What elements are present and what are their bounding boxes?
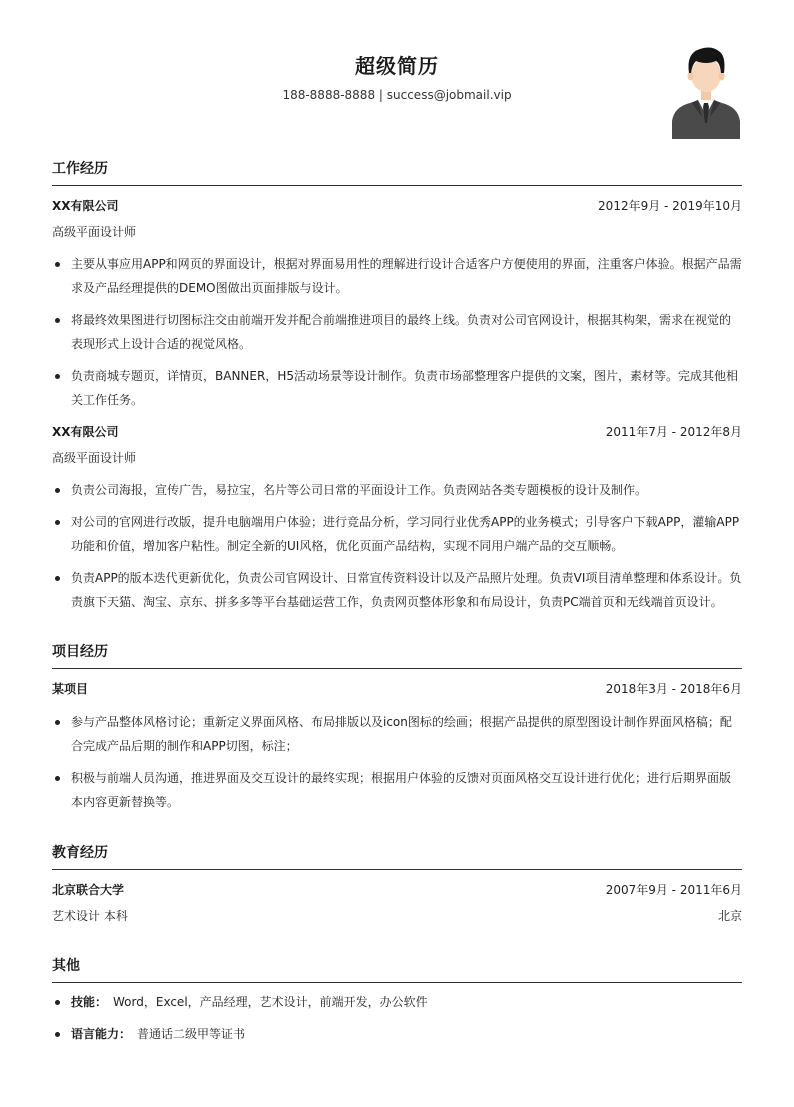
company-name: XX有限公司 xyxy=(52,199,119,213)
bullet-dot-icon xyxy=(55,576,60,581)
bullet-dot-icon xyxy=(55,374,60,379)
company-name: XX有限公司 xyxy=(52,425,119,439)
section-title-education: 教育经历 xyxy=(52,845,108,861)
section-title-project: 项目经历 xyxy=(52,644,108,660)
job-period: 2011年7月 - 2012年8月 xyxy=(605,425,742,439)
bullet-dot-icon xyxy=(55,318,60,323)
contact-info: 188-8888-8888 | success@jobmail.vip xyxy=(282,88,512,102)
school-name: 北京联合大学 xyxy=(52,883,125,897)
project-period: 2018年3月 - 2018年6月 xyxy=(605,682,742,696)
bullet-dot-icon xyxy=(55,776,60,781)
education-period: 2007年9月 - 2011年6月 xyxy=(605,883,742,897)
job-header xyxy=(52,422,742,442)
resume-header xyxy=(52,0,742,150)
project-name: 某项目 xyxy=(52,682,89,696)
education-major: 艺术设计 本科 xyxy=(52,909,128,923)
job-position: 高级平面设计师 xyxy=(52,225,137,239)
bullet-dot-icon xyxy=(55,262,60,267)
language-value: 普通话二级甲等证书 xyxy=(137,1027,246,1041)
education-detail xyxy=(52,906,742,926)
bullet-dot-icon xyxy=(55,520,60,525)
section-education xyxy=(52,842,742,870)
section-project xyxy=(52,641,742,669)
resume-page: 超级简历 188-8888-8888 | success@jobmail.vip 工作经历 XX有限公司 2012年9月 - 2019年10月 高级平面设计师 主要从事应用APP和网页的界面设计，根据对界面易用性的理解进行设计合适客户方便使用的界面，注重客户体验。根据产品需求及产品经理提供的DEMO图做出页面排版与设计。 将最终效果图进行切图标注交由前端开发并配合前端推进项目的最终上线。负责对公司官网设计，根据其构架，需求在视觉的表现形式上设计合适的视觉风格。 负责商城专题页，详情页，BANNER，H5活动场景等设计制作。负责市场部整理客户提供的文案，图片，素材等。完成其他相关工作任务。 XX有限公司 2011年7月 - 2012年8月 高级平面设计师 负责公司海报，宣传广告，易拉宝，名片等公司日常的平面设计工作。负责网站各类专题模板的设计及制作。 对公司的官网进行改版，提升电脑端用户体验；进行竞品分析，学习同行业优秀APP的业务模式；引导客户下载APP，灌输APP功能和价值，增加客户粘性。制定全新的UI风格，优化页面产品结构，实现不同用户端产品的交互顺畅。 负责APP的版本迭代更新优化，负责公司官网设计、日常宣传资料设计以及产品照片处理。负责VI项目清单整理和体系设计。负责旗下天猫、淘宝、京东、拼多多等平台基础运营工作，负责网页整体形象和布局设计，负责PC端首页和无线端首页设计。 项目经历 某项目 2018年3月 - 2018年6月 参与产品整体风格讨论；重新定义界面风格、布局排版以及icon图标的绘画；根据产品提供的原型图设计制作界面风格稿；配合完成产品后期的制作和APP切图，标注； 积极与前端人员沟通，推进界面及交互设计的最终实现；根据用户体验的反馈对页面风格交互设计进行优化；进行后期界面版本内容更新替换等。 教育经历 北京联合大学 2007年9月 - 2011年6月 艺术设计 本科 北京 其他 技能： Word，Excel，产品经理，艺术设计，前端开发，办公软件 语言能力： 普通话二级甲等证书 xyxy=(52,0,742,150)
bullet-dot-icon xyxy=(55,1032,60,1037)
education-location: 北京 xyxy=(717,909,742,923)
avatar xyxy=(670,43,742,139)
resume-name: 超级简历 xyxy=(355,54,439,78)
section-other xyxy=(52,955,742,983)
bullet-dot-icon xyxy=(55,720,60,725)
job-position-row xyxy=(52,448,742,468)
job-position-row xyxy=(52,222,742,242)
section-divider xyxy=(52,185,742,186)
section-title-other: 其他 xyxy=(52,958,80,974)
skills-value: Word，Excel，产品经理，艺术设计，前端开发，办公软件 xyxy=(113,995,428,1009)
section-divider xyxy=(52,869,742,870)
skills-label: 技能： xyxy=(71,995,108,1009)
job-position: 高级平面设计师 xyxy=(52,451,137,465)
section-divider xyxy=(52,668,742,669)
language-label: 语言能力： xyxy=(71,1027,132,1041)
section-work xyxy=(52,158,742,186)
education-header xyxy=(52,880,742,900)
section-title-work: 工作经历 xyxy=(52,161,108,177)
job-header xyxy=(52,196,742,216)
section-divider xyxy=(52,982,742,983)
bullet-dot-icon xyxy=(55,1000,60,1005)
bullet-dot-icon xyxy=(55,488,60,493)
project-header xyxy=(52,679,742,699)
job-period: 2012年9月 - 2019年10月 xyxy=(598,199,742,213)
